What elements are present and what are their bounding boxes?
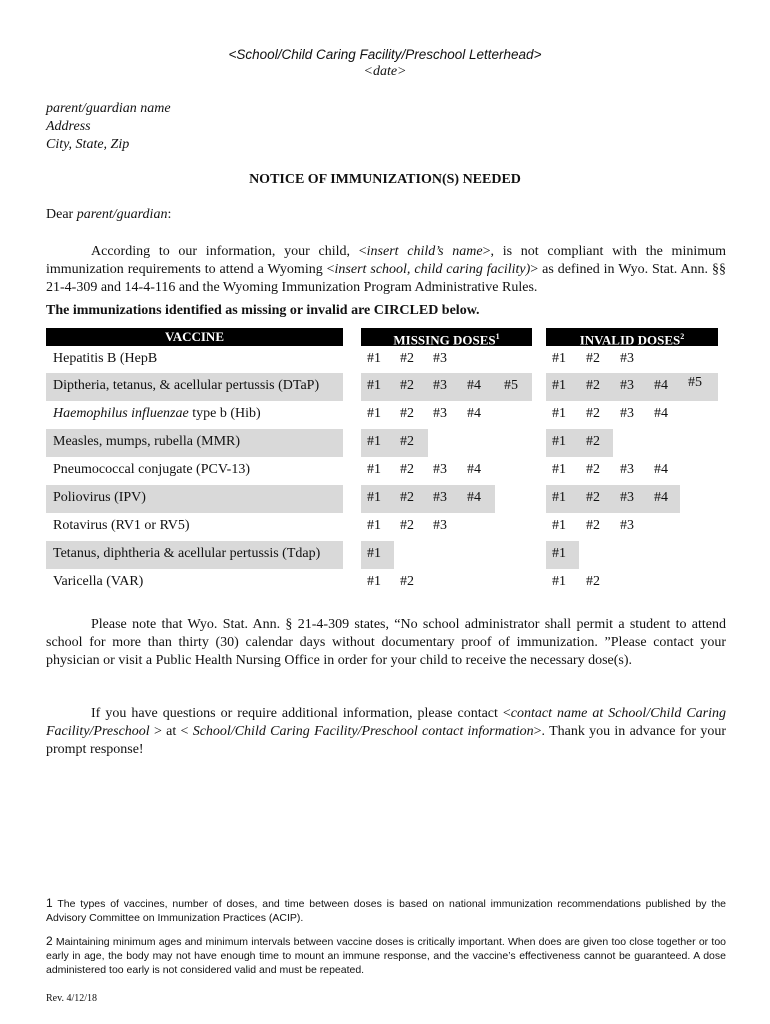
notice-title: NOTICE OF IMMUNIZATION(S) NEEDED: [249, 172, 521, 187]
missing-dose[interactable]: #2: [400, 462, 414, 477]
missing-dose[interactable]: #2: [400, 406, 414, 421]
footnote-2-text: Maintaining minimum ages and minimum intervals between vaccine doses is critically important. When does are given too close together or too early in age, the body may not have enough time to mount an immune response, and the vaccine’s effectiveness cannot be guaranteed. A dose administered too early is not considered valid and must be repeated.: [46, 936, 726, 976]
missing-dose[interactable]: #1: [367, 351, 381, 366]
intro-paragraph: [46, 243, 726, 297]
missing-dose[interactable]: #3: [433, 351, 447, 366]
intro-text-1: According to our information, your child, <: [91, 244, 367, 259]
missing-dose[interactable]: #2: [400, 434, 414, 449]
missing-dose[interactable]: #3: [433, 518, 447, 533]
missing-dose[interactable]: #2: [400, 518, 414, 533]
footnote-ref-1: 1: [495, 332, 500, 341]
vaccine-name: [53, 406, 261, 422]
invalid-dose[interactable]: #2: [586, 574, 600, 589]
footnote-2: [46, 934, 726, 977]
missing-dose[interactable]: #3: [433, 462, 447, 477]
missing-dose[interactable]: #3: [433, 378, 447, 393]
invalid-dose[interactable]: #2: [586, 406, 600, 421]
invalid-dose[interactable]: #2: [586, 378, 600, 393]
invalid-dose[interactable]: #4: [654, 462, 668, 477]
contact-text-3: >. Thank you in advance for your prompt response!: [46, 724, 726, 757]
footnote-1-text: The types of vaccines, number of doses, and time between doses is based on national immunization recommendations published by the Advisory Committee on Immunization Practices (ACIP).: [46, 898, 726, 924]
missing-doses-header: [361, 328, 532, 346]
missing-dose[interactable]: #4: [467, 378, 481, 393]
missing-dose[interactable]: #1: [367, 518, 381, 533]
invalid-dose[interactable]: #1: [552, 518, 566, 533]
invalid-dose[interactable]: #2: [586, 462, 600, 477]
vaccine-header: VACCINE: [46, 328, 343, 346]
invalid-dose[interactable]: #2: [586, 351, 600, 366]
invalid-dose[interactable]: #2: [586, 434, 600, 449]
invalid-dose[interactable]: #5: [688, 375, 702, 390]
invalid-dose[interactable]: #4: [654, 490, 668, 505]
footnote-1: [46, 896, 726, 925]
invalid-dose[interactable]: #3: [620, 518, 634, 533]
invalid-dose[interactable]: #1: [552, 546, 566, 561]
footnote-1-number: 1: [46, 896, 53, 910]
missing-dose[interactable]: #1: [367, 378, 381, 393]
invalid-dose[interactable]: #3: [620, 351, 634, 366]
school-placeholder: insert school, child caring facility): [334, 262, 531, 277]
greeting: [46, 207, 171, 223]
missing-dose[interactable]: #1: [367, 546, 381, 561]
vaccine-name: Varicella (VAR): [53, 574, 144, 589]
date-placeholder: <date>: [363, 64, 407, 79]
revision-date: Rev. 4/12/18: [46, 993, 98, 1004]
recipient-address: Address: [46, 119, 91, 134]
vaccine-name: Hepatitis B (HepB: [53, 351, 158, 366]
invalid-doses-label: INVALID DOSES: [579, 332, 681, 348]
recipient-name: parent/guardian name: [46, 101, 171, 116]
missing-doses-label: MISSING DOSES: [393, 332, 496, 348]
greeting-name: parent/guardian: [76, 207, 168, 222]
invalid-dose[interactable]: #4: [654, 406, 668, 421]
missing-dose[interactable]: #3: [433, 406, 447, 421]
vaccine-name: Measles, mumps, rubella (MMR): [53, 434, 241, 449]
invalid-dose[interactable]: #1: [552, 462, 566, 477]
intro-text-2: >, is not compliant with the minimum immunization requirements to attend a Wyoming <: [46, 244, 726, 277]
missing-dose[interactable]: #1: [367, 462, 381, 477]
invalid-dose[interactable]: #1: [552, 351, 566, 366]
missing-dose[interactable]: #2: [400, 574, 414, 589]
vaccine-name: Poliovirus (IPV): [53, 490, 146, 505]
invalid-dose[interactable]: #1: [552, 490, 566, 505]
invalid-dose[interactable]: #3: [620, 406, 634, 421]
invalid-dose[interactable]: #3: [620, 378, 634, 393]
vaccine-name: Rotavirus (RV1 or RV5): [53, 518, 190, 533]
vaccine-name-italic: Haemophilus influenzae: [53, 406, 189, 421]
vaccine-name: Diptheria, tetanus, & acellular pertussis (DTaP): [53, 378, 320, 393]
invalid-dose[interactable]: #3: [620, 490, 634, 505]
missing-dose[interactable]: #1: [367, 574, 381, 589]
vaccine-name: Tetanus, diphtheria & acellular pertussis (Tdap): [53, 546, 321, 561]
invalid-dose[interactable]: #1: [552, 406, 566, 421]
invalid-dose[interactable]: #4: [654, 378, 668, 393]
footnote-2-number: 2: [46, 934, 53, 948]
missing-dose[interactable]: #5: [504, 378, 518, 393]
greeting-suffix: :: [167, 207, 172, 222]
missing-dose[interactable]: #1: [367, 406, 381, 421]
missing-dose[interactable]: #2: [400, 378, 414, 393]
circled-note: The immunizations identified as missing or invalid are CIRCLED below.: [46, 303, 480, 318]
missing-dose[interactable]: #3: [433, 490, 447, 505]
missing-dose[interactable]: #1: [367, 490, 381, 505]
missing-dose[interactable]: #4: [467, 462, 481, 477]
invalid-dose[interactable]: #1: [552, 574, 566, 589]
invalid-dose[interactable]: #2: [586, 518, 600, 533]
missing-dose[interactable]: #2: [400, 490, 414, 505]
vaccine-name-rest: type b (Hib): [188, 406, 261, 421]
invalid-dose[interactable]: #3: [620, 462, 634, 477]
missing-dose[interactable]: #4: [467, 490, 481, 505]
missing-dose[interactable]: #1: [367, 434, 381, 449]
intro-text-3: > as defined in Wyo. Stat. Ann. §§ 21-4-309 and 14-4-116 and the Wyoming Immunization Program Administrative Rules.: [46, 262, 726, 295]
contact-text-2: > at <: [149, 724, 193, 739]
child-name-placeholder: insert child’s name: [366, 244, 483, 259]
invalid-dose[interactable]: #2: [586, 490, 600, 505]
recipient-city-state-zip: City, State, Zip: [46, 137, 130, 152]
contact-text-1: If you have questions or require additional information, please contact <: [91, 706, 511, 721]
invalid-dose[interactable]: #1: [552, 378, 566, 393]
greeting-prefix: Dear: [46, 207, 77, 222]
vaccine-name: Pneumococcal conjugate (PCV-13): [53, 462, 250, 477]
contact-paragraph: [46, 705, 726, 759]
letterhead: <School/Child Caring Facility/Preschool Letterhead>: [228, 47, 542, 62]
invalid-doses-header: [546, 328, 718, 346]
invalid-dose[interactable]: #1: [552, 434, 566, 449]
missing-dose[interactable]: #2: [400, 351, 414, 366]
missing-dose[interactable]: #4: [467, 406, 481, 421]
contact-info-placeholder: School/Child Caring Facility/Preschool contact information: [192, 724, 534, 739]
statute-paragraph: Please note that Wyo. Stat. Ann. § 21-4-309 states, “No school administrator shall permit a student to attend school for more than thirty (30) calendar days without documentary proof of immunization. ”Please contact your physician or visit a Public Health Nursing Office in order for your child to receive the necessary dose(s).: [46, 617, 726, 668]
contact-name-placeholder: contact name at School/Child Caring Facility/Preschool: [46, 706, 726, 739]
footnote-ref-2: 2: [680, 332, 685, 341]
